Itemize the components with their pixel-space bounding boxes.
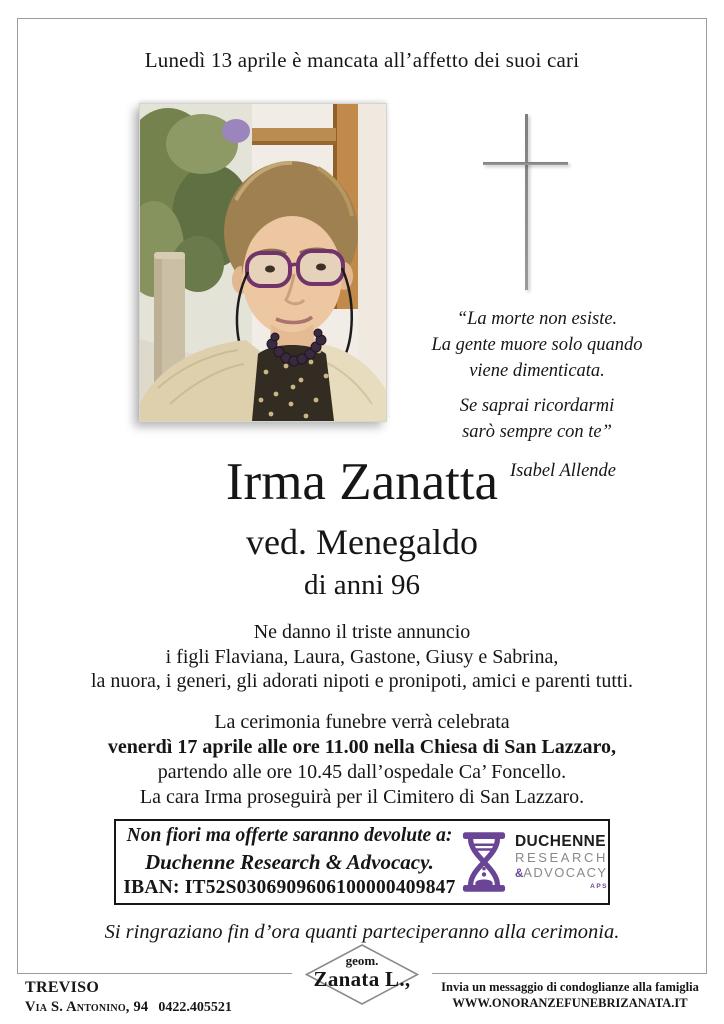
ceremony-line: partendo alle ore 10.45 dall’ospedale Ca’ Foncello.	[157, 761, 567, 783]
deceased-age: di anni 96	[304, 569, 420, 601]
badge-name: Zanata L.,	[313, 967, 411, 991]
portrait-illustration	[140, 104, 386, 421]
condolence-block	[436, 980, 704, 1011]
donation-line: Non fiori ma offerte saranno devolute a:	[126, 825, 453, 846]
condolence-text: Invia un messaggio di condoglianze alla famiglia	[441, 980, 699, 994]
announcement-line: Ne danno il triste annuncio	[253, 621, 471, 643]
duchenne-wordmark-ampersand: &	[514, 868, 524, 880]
intro-line: Lunedì 13 aprile è mancata all’affetto dei suoi cari	[144, 48, 580, 72]
duchenne-wordmark-advocacy-row	[515, 865, 608, 882]
quote-attribution: Isabel Allende	[509, 461, 616, 481]
portrait-photo	[139, 103, 387, 422]
quote-gap	[413, 384, 661, 393]
funeral-home-contact	[25, 979, 232, 1016]
quote-line: sarò sempre con te”	[462, 422, 612, 442]
duchenne-logo	[459, 832, 608, 892]
donation-beneficiary: Duchenne Research & Advocacy.	[145, 850, 434, 874]
cross-vertical-bar	[525, 114, 528, 290]
ceremony-line: La cara Irma proseguirà per il Cimitero di San Lazzaro.	[139, 786, 585, 808]
duchenne-wordmark-research: RESEARCH	[514, 850, 608, 865]
duchenne-wordmark	[515, 833, 608, 891]
cross-icon	[480, 114, 572, 292]
quote-line: La gente muore solo quando	[431, 335, 643, 355]
announcement-line: i figli Flaviana, Laura, Gastone, Giusy e Sabrina,	[165, 645, 559, 668]
hourglass-icon	[461, 832, 507, 892]
quote-line: viene dimenticata.	[469, 361, 605, 381]
duchenne-wordmark-aps: APS	[590, 883, 608, 890]
funeral-home-phone: 0422.405521	[158, 1000, 232, 1015]
thanks-line: Si ringraziano fin d’ora quanti parteciperanno alla cerimonia.	[104, 921, 620, 943]
announcement-line: la nuora, i generi, gli adorati nipoti e pronipoti, amici e parenti tutti.	[90, 670, 634, 692]
announcement-block	[0, 620, 724, 694]
donation-text	[116, 823, 459, 901]
cross-horizontal-bar	[483, 162, 568, 165]
donation-box	[114, 819, 610, 905]
funeral-home-city: TREVISO	[25, 979, 100, 996]
ceremony-block	[0, 710, 724, 810]
funeral-home-address: Via S. Antonino, 94	[25, 999, 149, 1015]
duchenne-wordmark-advocacy: ADVOCACY	[523, 865, 608, 880]
donation-iban: IBAN: IT52S0306909606100000409847	[123, 877, 456, 898]
deceased-widowhood: ved. Menegaldo	[246, 522, 478, 562]
ceremony-date-line: venerdì 17 aprile alle ore 11.00 nella Chiesa di San Lazzaro,	[107, 736, 617, 758]
badge-prefix: geom.	[345, 953, 379, 968]
funeral-home-address-row	[25, 998, 232, 1016]
deceased-name: Irma Zanatta	[225, 453, 499, 511]
duchenne-wordmark-name: DUCHENNE	[514, 833, 606, 850]
funeral-home-badge	[305, 944, 419, 1005]
website-url: WWW.ONORANZEFUNEBRIZANATA.IT	[452, 995, 688, 1010]
quote-line: Se saprai ricordarmi	[459, 396, 615, 416]
ceremony-line: La cerimonia funebre verrà celebrata	[214, 711, 510, 733]
quote-line: “La morte non esiste.	[456, 309, 618, 329]
